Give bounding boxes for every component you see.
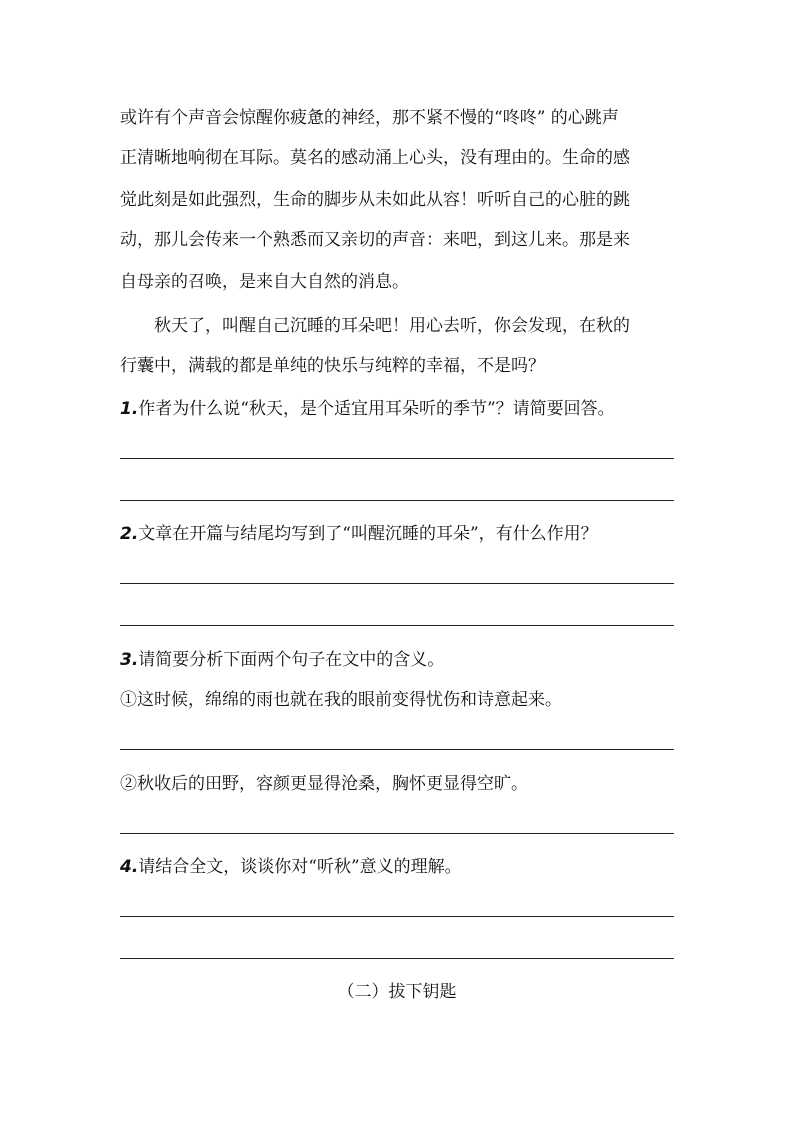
question-number: 4. (120, 857, 139, 877)
passage-line: 行囊中，满载的都是单纯的快乐与纯粹的幸福，不是吗？ (120, 356, 545, 376)
question-2 (120, 524, 676, 544)
question-text: 请结合全文，谈谈你对“听秋”意义的理解。 (138, 857, 462, 877)
answer-line[interactable] (120, 625, 674, 626)
question-number: 2. (120, 524, 139, 544)
passage-line: 正清晰地响彻在耳际。莫名的感动涌上心头，没有理由的。生命的感 (120, 148, 630, 168)
answer-line[interactable] (120, 749, 674, 750)
passage-line: 秋天了，叫醒自己沉睡的耳朵吧！用心去听，你会发现，在秋的 (154, 316, 630, 336)
answer-line[interactable] (120, 500, 674, 501)
passage-line: 自母亲的召唤，是来自大自然的消息。 (120, 272, 409, 292)
answer-line[interactable] (120, 958, 674, 959)
question-text: 文章在开篇与结尾均写到了“叫醒沉睡的耳朵”，有什么作用？ (138, 524, 598, 544)
passage-line: 觉此刻是如此强烈，生命的脚步从未如此从容！听听自己的心脏的跳 (120, 190, 630, 210)
passage-line: 或许有个声音会惊醒你疲惫的神经，那不紧不慢的“咚咚” 的心跳声 (120, 108, 619, 128)
question-1 (120, 399, 676, 419)
question-3 (120, 650, 676, 670)
answer-line[interactable] (120, 458, 674, 459)
question-text: 作者为什么说“秋天，是个适宜用耳朵听的季节”？请简要回答。 (138, 399, 615, 419)
question-4 (120, 857, 676, 877)
passage-line: 动，那儿会传来一个熟悉而又亲切的声音：来吧，到这儿来。那是来 (120, 230, 630, 250)
answer-line[interactable] (120, 916, 674, 917)
answer-line[interactable] (120, 833, 674, 834)
sub-question-2: ②秋收后的田野，容颜更显得沧桑，胸怀更显得空旷。 (120, 774, 528, 794)
section-heading: （二）拔下钥匙 (337, 982, 457, 1002)
sub-question-1: ①这时候，绵绵的雨也就在我的眼前变得忧伤和诗意起来。 (120, 690, 562, 710)
answer-line[interactable] (120, 583, 674, 584)
question-text: 请简要分析下面两个句子在文中的含义。 (138, 650, 445, 670)
question-number: 1. (120, 399, 139, 419)
question-number: 3. (120, 650, 139, 670)
